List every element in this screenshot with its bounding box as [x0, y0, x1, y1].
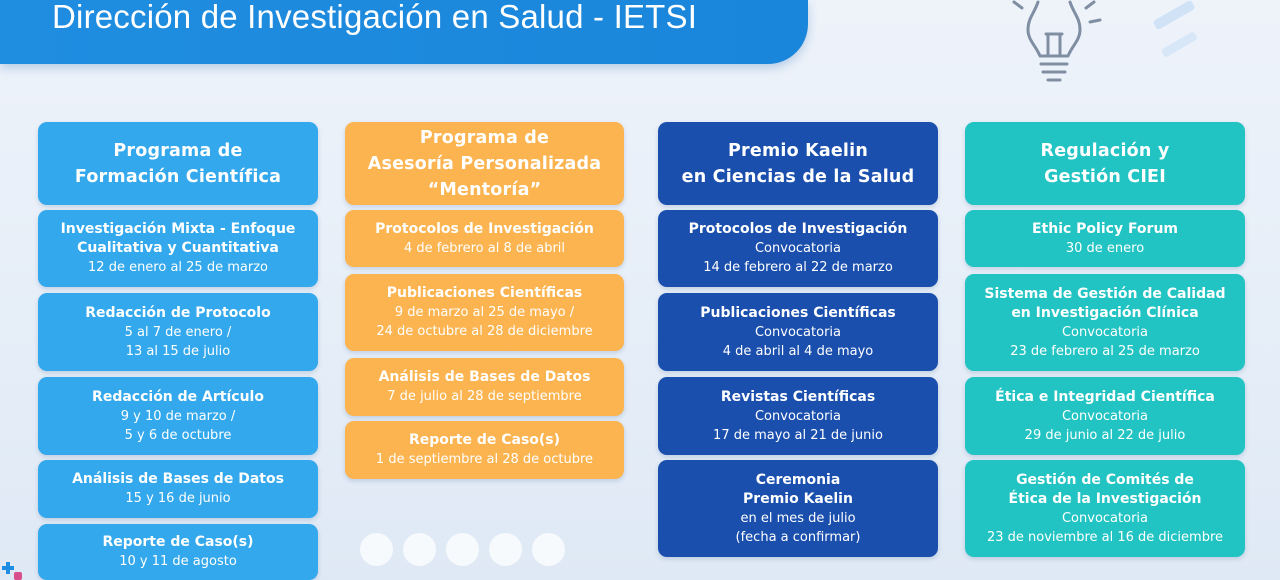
- health-cross-icon: [0, 558, 24, 580]
- course-dates: 12 de enero al 25 de marzo: [88, 260, 268, 275]
- program-card[interactable]: [345, 274, 624, 351]
- program-card[interactable]: [658, 293, 938, 371]
- program-card[interactable]: [965, 460, 1245, 557]
- course-dates: 17 de mayo al 21 de junio: [713, 427, 883, 443]
- course-dates: 13 al 15 de julio: [125, 343, 231, 359]
- course-dates: 5 y 6 de octubre: [124, 427, 232, 443]
- decorative-dot: [403, 533, 436, 566]
- program-header-line: Premio Kaelin: [728, 140, 868, 161]
- course-title: en Investigación Clínica: [1011, 304, 1199, 321]
- page-title: Dirección de Investigación en Salud - IETSI: [52, 0, 698, 35]
- course-dates: 23 de febrero al 25 de marzo: [1010, 343, 1200, 359]
- course-title: Redacción de Protocolo: [85, 304, 271, 321]
- program-card[interactable]: [38, 460, 318, 518]
- course-title: Ethic Policy Forum: [1031, 220, 1179, 237]
- decorative-dot: [532, 533, 565, 566]
- program-card[interactable]: [345, 358, 624, 416]
- course-title: Protocolos de Investigación: [688, 221, 908, 237]
- course-dates: 30 de enero: [1065, 240, 1145, 256]
- course-dates: 5 al 7 de enero /: [124, 324, 232, 340]
- course-dates: 9 y 10 de marzo /: [120, 408, 236, 424]
- course-title: Revistas Científicas: [720, 388, 876, 405]
- program-card[interactable]: [965, 274, 1245, 371]
- program-card[interactable]: [658, 210, 938, 287]
- course-dates: 1 de septiembre al 28 de octubre: [375, 452, 594, 467]
- course-title: Publicaciones Científicas: [700, 304, 896, 321]
- program-card[interactable]: [38, 293, 318, 371]
- course-title: Análisis de Bases de Datos: [72, 471, 284, 487]
- course-dates: Convocatoria: [1061, 324, 1148, 340]
- course-dates: 4 de abril al 4 de mayo: [722, 343, 874, 359]
- course-title: Ética e Integridad Científica: [995, 388, 1215, 405]
- course-title: Protocolos de Investigación: [375, 220, 594, 237]
- program-header: [38, 122, 318, 205]
- course-dates: en el mes de julio: [740, 510, 856, 526]
- lightbulb-icon: [1010, 0, 1200, 100]
- program-header: [658, 122, 938, 205]
- program-card[interactable]: [345, 210, 624, 267]
- program-card[interactable]: [38, 524, 318, 580]
- course-title: Premio Kaelin: [743, 490, 853, 507]
- program-header-line: Gestión CIEI: [1044, 166, 1166, 187]
- program-header-line: Asesoría Personalizada: [367, 153, 602, 174]
- program-card[interactable]: [38, 210, 318, 287]
- program-card[interactable]: [965, 210, 1245, 267]
- program-header: [345, 122, 624, 205]
- course-dates: 29 de junio al 22 de julio: [1024, 427, 1186, 443]
- course-dates: (fecha a confirmar): [735, 529, 861, 545]
- program-header-line: en Ciencias de la Salud: [681, 166, 915, 187]
- course-title: Cualitativa y Cuantitativa: [77, 240, 279, 256]
- course-dates: Convocatoria: [1061, 408, 1148, 424]
- course-title: Investigación Mixta - Enfoque: [60, 221, 296, 237]
- decorative-dot: [446, 533, 479, 566]
- course-title: Gestión de Comités de: [1016, 471, 1194, 488]
- program-header: [965, 122, 1245, 205]
- course-dates: 23 de noviembre al 16 de diciembre: [986, 529, 1224, 545]
- course-title: Análisis de Bases de Datos: [378, 369, 591, 385]
- course-dates: 9 de marzo al 25 de mayo /: [394, 305, 575, 320]
- course-title: Ética de la Investigación: [1008, 490, 1202, 507]
- course-title: Ceremonia: [755, 471, 841, 488]
- course-dates: 10 y 11 de agosto: [119, 554, 237, 569]
- program-card[interactable]: [345, 421, 624, 479]
- course-dates: Convocatoria: [754, 324, 841, 340]
- course-title: Reporte de Caso(s): [408, 432, 561, 448]
- decorative-dot: [489, 533, 522, 566]
- program-card[interactable]: [965, 377, 1245, 455]
- course-title: Redacción de Artículo: [92, 388, 264, 405]
- program-header-line: “Mentoría”: [427, 179, 542, 200]
- program-card[interactable]: [38, 377, 318, 455]
- course-dates: 15 y 16 de junio: [125, 491, 231, 506]
- program-header-line: Programa de: [113, 140, 243, 161]
- course-dates: 14 de febrero al 22 de marzo: [703, 260, 893, 275]
- course-dates: 24 de octubre al 28 de diciembre: [376, 324, 593, 339]
- course-dates: 4 de febrero al 8 de abril: [403, 240, 566, 256]
- course-title: Publicaciones Científicas: [386, 285, 583, 301]
- program-card[interactable]: [658, 460, 938, 557]
- program-card[interactable]: [658, 377, 938, 455]
- course-dates: Convocatoria: [1061, 510, 1148, 526]
- course-dates: Convocatoria: [754, 241, 841, 256]
- course-title: Reporte de Caso(s): [102, 534, 254, 550]
- course-dates: 7 de julio al 28 de septiembre: [387, 389, 582, 404]
- program-header-line: Formación Científica: [74, 166, 282, 187]
- decorative-dot: [360, 533, 393, 566]
- title-banner: [0, 0, 808, 64]
- program-header-line: Regulación y: [1040, 140, 1170, 161]
- program-header-line: Programa de: [419, 127, 550, 148]
- decorative-dots: [360, 533, 565, 566]
- course-title: Sistema de Gestión de Calidad: [984, 285, 1226, 302]
- course-dates: Convocatoria: [754, 408, 841, 424]
